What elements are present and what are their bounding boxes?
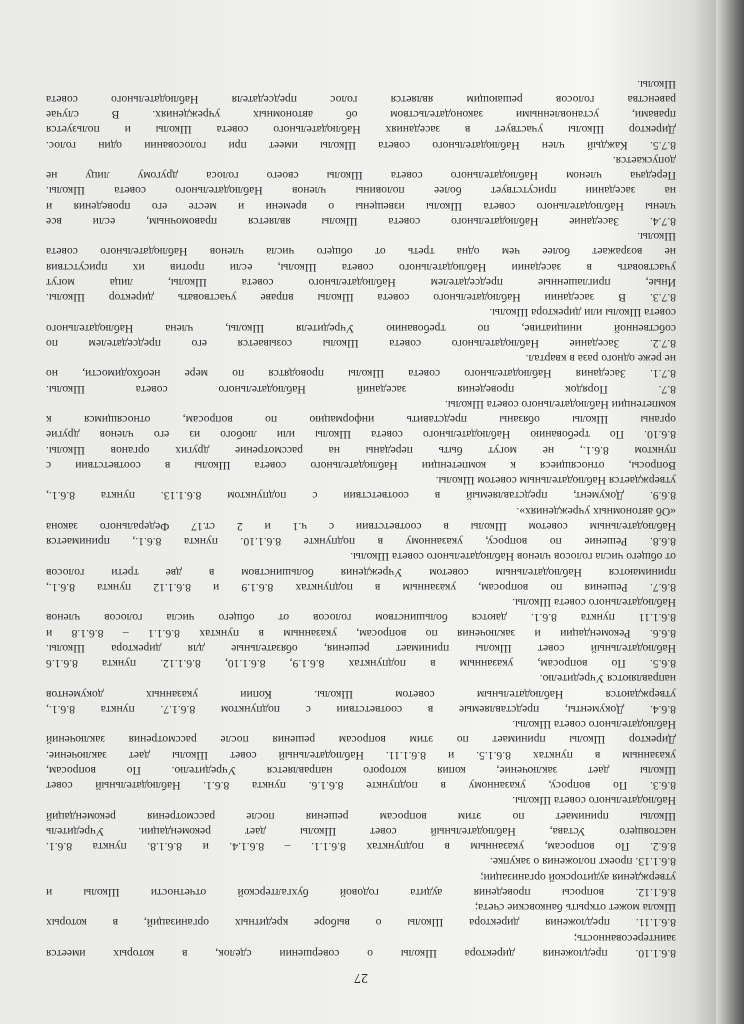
text-line: 8.6.1.13. проект положения о закупке. xyxy=(489,855,676,869)
text-line: 8.6.8. Решение по вопросу, указанному в подпункте 8.6.1.10. пункта 8.6.1., принимается xyxy=(46,535,676,549)
text-line: правами, установленными законодательством об автономных учреждениях. В случае xyxy=(46,108,676,122)
text-line: Иные, приглашенные председателем Наблюдательного совета Школы, лица могут xyxy=(46,276,676,289)
text-line: заинтересованность; xyxy=(573,931,676,945)
text-line: Наблюдательного совета Школы. xyxy=(512,794,676,808)
text-line: 8.6.1.12. вопросы проведения аудита годовой бухгалтерской отчетности Школы и xyxy=(46,886,676,899)
page-edge-shadow xyxy=(716,0,744,1024)
text-line: 8.7.5. Каждый член Наблюдательного совета Школы имеет при голосовании один голос. xyxy=(46,138,676,152)
text-line: Наблюдательного совета Школы. xyxy=(512,596,676,610)
page-number: 27 xyxy=(354,970,368,985)
text-line: пунктом 8.6.1., не могут быть переданы на рассмотрение других органов Школы. xyxy=(46,443,676,457)
text-line: 8.6.2. По вопросам, указанным в подпунктах 8.6.1.1. – 8.6.1.4. и 8.6.1.8. пункта 8.6.1. xyxy=(46,840,676,854)
text-line: утверждается Наблюдательным советом Школы. xyxy=(435,474,676,488)
text-line: Школа может открыть банковские счета; xyxy=(474,901,676,915)
text-line: Передача членом Наблюдательного совета Школы своего голоса другому лицу не xyxy=(46,169,676,183)
text-line: Наблюдательным советом Школы в соответствии с ч.1 и 2 ст.17 Федерального закона xyxy=(46,520,676,533)
text-line: 8.7.1. Заседания Наблюдательного совета Школы проводятся по мере необходимости, но xyxy=(46,367,676,381)
text-line: компетенции Наблюдательного совета Школы. xyxy=(444,398,676,411)
text-line: Наблюдательный совет Школы принимает решения, обязательные для директора Школы. xyxy=(46,642,676,655)
text-line: члены Наблюдательного совета Школы извещены о времени и месте его проведения и xyxy=(46,199,676,213)
text-line: 8.6.1.11 пункта 8.6.1. даются большинством голосов от общего числа голосов членов xyxy=(46,611,676,625)
text-line: указанным в пунктах 8.6.1.5. и 8.6.1.11. Наблюдательный совет Школы дает заключение. xyxy=(46,748,676,762)
text-line: 8.6.1.11. предложения директора Школы о выборе кредитных организаций, в которых xyxy=(46,916,676,930)
text-line: 8.6.7. Решения по вопросам, указанным в подпунктах 8.6.1.9 и 8.6.1.12 пункта 8.6.1., xyxy=(46,581,676,594)
text-line: 8.7.4. Заседание Наблюдательного совета Школы является правомочным, если все xyxy=(46,215,676,228)
text-line: не реже одного раза в квартал. xyxy=(525,352,676,366)
text-line: Наблюдательного совета Школы. xyxy=(512,718,676,732)
text-line: принимаются Наблюдательным советом Учреждения большинством в две трети голосов xyxy=(46,565,676,579)
text-line: Вопросы, относящиеся к компетенции Наблюдательного совета Школы в соответствии с xyxy=(46,459,676,472)
text-line: собственной инициативе, по требованию Учредителя Школы, члена Наблюдательного xyxy=(46,321,676,335)
text-line: утверждения аудиторской организации; xyxy=(480,870,676,884)
text-line: Школы. xyxy=(637,230,676,244)
text-line: участвовать в заседании Наблюдательного совета Школы, если против их присутствия xyxy=(46,260,676,274)
document-page xyxy=(46,40,676,995)
text-line: настоящего Устава, Наблюдательный совет Школы дает рекомендации. Учредитель xyxy=(46,825,676,838)
text-line: 8.6.4. Документы, представляемые в соответствии с подпунктом 8.6.1.7. пункта 8.6.1., xyxy=(46,703,676,716)
text-line: органы Школы обязаны представить информацию по вопросам, относящимся к xyxy=(46,413,676,427)
text-line: совета Школы или директора Школы. xyxy=(489,306,676,320)
text-line: 8.6.1.10. предложения директора Школы о совершении сделок, в которых имеется xyxy=(46,947,676,960)
text-line: Школы. xyxy=(637,77,676,91)
text-line: 8.6.10. По требованию Наблюдательного совета Школы или любого из его членов другие xyxy=(46,428,676,442)
text-line: Школы принимает по этим вопросам решения после рассмотрения рекомендаций xyxy=(46,809,676,823)
text-line: от общего числа голосов членов Наблюдательного совета Школы. xyxy=(350,550,676,564)
text-line: 8.7.3. В заседании Наблюдательного совета Школы вправе участвовать директор Школы. xyxy=(46,291,676,305)
text-line: не возражает более чем одна треть от общего числа членов Наблюдательного совета xyxy=(46,245,676,259)
text-line: направляются Учредителю. xyxy=(539,672,676,686)
text-line: 8.6.5. По вопросам, указанным в подпунктах 8.6.1.9, 8.6.1.10, 8.6.1.12. пункта 8.6.1.6 xyxy=(46,657,676,671)
text-line: «Об автономных учреждениях». xyxy=(516,504,676,518)
text-line: 8.6.3. По вопросу, указанному в подпункте 8.6.1.6. пункта 8.6.1. Наблюдательный совет xyxy=(46,779,676,793)
body-text xyxy=(46,77,676,962)
text-line: 8.6.6. Рекомендации и заключения по вопросам, указанным в пунктах 8.6.1.1 – 8.6.1.8 и xyxy=(46,626,676,640)
text-line: допускается. xyxy=(612,154,676,167)
text-line: на заседании присутствует более половины членов Наблюдательного совета Школы. xyxy=(46,184,676,198)
text-line: 8.7.2. Заседание Наблюдательного совета Школы созывается его председателем по xyxy=(46,337,676,350)
text-line: равенства голосов решающим является голос председателя Наблюдательного совета xyxy=(46,93,676,106)
text-line: Директор Школы участвует в заседаниях Наблюдательного совета Школы и пользуется xyxy=(46,123,676,137)
text-line: Директор Школы принимает по этим вопросам решения после рассмотрения заключений xyxy=(46,733,676,747)
text-line: 8.7. Порядок проведения заседаний Наблюдательного совета Школы. xyxy=(46,382,676,396)
text-line: 8.6.9. Документ, представляемый в соответствии с подпунктом 8.6.1.13. пункта 8.6.1., xyxy=(46,489,676,503)
text-line: Школы дает заключение, копия которого направляется Учредителю. По вопросам, xyxy=(46,764,676,777)
text-line: утверждаются Наблюдательным советом Школы. Копии указанных документов xyxy=(46,687,676,701)
